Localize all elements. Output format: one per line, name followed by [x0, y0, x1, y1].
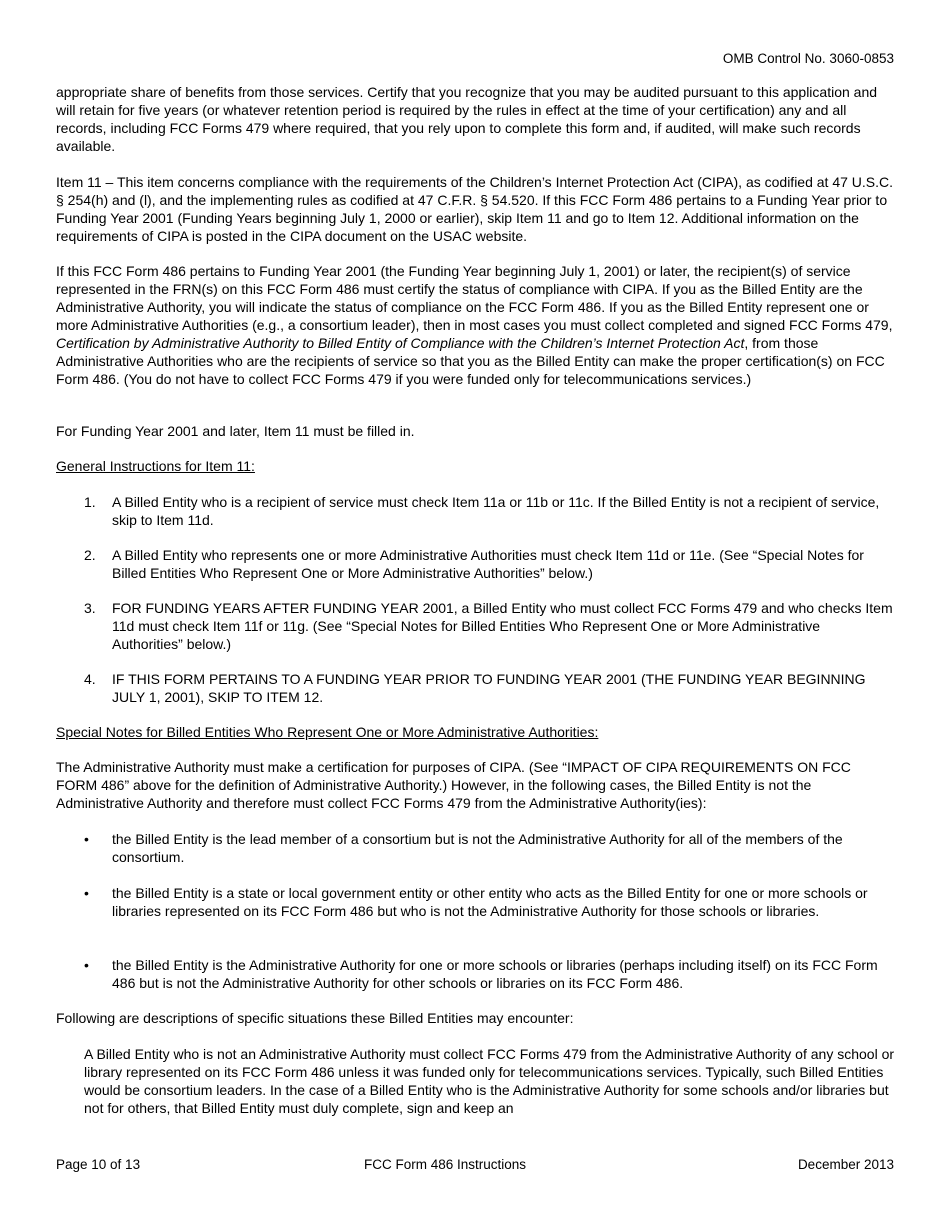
footer-page-number: Page 10 of 13 [56, 1157, 141, 1172]
general-instructions-heading: General Instructions for Item 11: [56, 458, 255, 474]
item-text: IF THIS FORM PERTAINS TO A FUNDING YEAR PRIOR TO FUNDING YEAR 2001 (THE FUNDING YEAR BEGINNING JULY 1, 2001), SKIP TO ITEM 12. [112, 671, 866, 705]
paragraph-retention: appropriate share of benefits from those services. Certify that you recognize that you may be audited pursuant to this application and will retain for five years (or whatever retention period is required by the rules in effect at the time of your certification) any and all records, including FCC Forms 479 where required, that you rely upon to complete this form and, if audited, will make such records available. [56, 84, 878, 154]
item-text: FOR FUNDING YEARS AFTER FUNDING YEAR 2001, a Billed Entity who must collect FCC Forms 479 and who checks Item 11d must check Item 11f or 11g. (See “Special Notes for Billed Entities Who Represent One or More Administrative Authorities” below.) [112, 600, 893, 652]
paragraph-fy2001: For Funding Year 2001 and later, Item 11 must be filled in. [56, 423, 415, 439]
paragraph-administrative-authority: The Administrative Authority must make a certification for purposes of CIPA. (See “IMPACT OF CIPA REQUIREMENTS ON FCC FORM 486” above for the definition of Administrative Authority.) However, in the following cases, the Billed Entity is not the Administrative Authority and therefore must collect FCC Forms 479 from the Administrative Authority(ies): [56, 759, 851, 811]
item-number: 3. [84, 600, 96, 616]
paragraph-non-administrative-authority: A Billed Entity who is not an Administrative Authority must collect FCC Forms 479 from the Administrative Authority of any school or library represented on its FCC Form 486 unless it was funded only for telecommunications services. Typically, such Billed Entities would be consortium leaders. In the case of a Billed Entity who is the Administrative Authority for some schools and/or libraries but not for others, that Billed Entity must duly complete, sign and keep an [84, 1046, 895, 1116]
footer-date: December 2013 [797, 1157, 894, 1172]
bullet-icon: • [84, 831, 89, 847]
special-notes-heading: Special Notes for Billed Entities Who Represent One or More Administrative Authorities: [56, 724, 599, 740]
paragraph-specific-situations: Following are descriptions of specific situations these Billed Entities may encounter: [56, 1010, 574, 1026]
bullet-icon: • [84, 957, 89, 973]
item-text: A Billed Entity who is a recipient of service must check Item 11a or 11b or 11c. If the Billed Entity is not a recipient of service, skip to Item 11d. [112, 494, 880, 528]
cipa-text-after: , from those Administrative Authorities who are the recipients of service so that you as the Billed Entity can make the proper certification(s) on FCC Form 486. (You do not have to collect FCC Forms 479 if you were funded only for telecommunications services.) [56, 335, 885, 387]
bullet-text: the Billed Entity is the lead member of a consortium but is not the Administrative Authority for all of the members of the consortium. [112, 831, 843, 865]
bullet-text: the Billed Entity is the Administrative Authority for one or more schools or libraries (perhaps including itself) on its FCC Form 486 but is not the Administrative Authority for other schools or libraries on its FCC Form 486. [112, 957, 878, 991]
bullet-icon: • [84, 885, 89, 901]
paragraph-cipa-compliance [56, 262, 894, 388]
cipa-text-before: If this FCC Form 486 pertains to Funding Year 2001 (the Funding Year beginning July 1, 2001) or later, the recipient(s) of service represented in the FRN(s) on this FCC Form 486 must certify the status of compliance with CIPA. If you as the Billed Entity are the Administrative Authority, you will indicate the status of compliance on the FCC Form 486. If you as the Billed Entity represent one or more Administrative Authorities (e.g., a consortium leader), then in most cases you must collect completed and signed FCC Forms 479, [56, 263, 893, 333]
item-number: 2. [84, 547, 96, 563]
item-number: 4. [84, 671, 96, 687]
item-number: 1. [84, 494, 96, 510]
form-479-title: Certification by Administrative Authority to Billed Entity of Compliance with the Children’s Internet Protection Act [56, 335, 745, 351]
bullet-text: the Billed Entity is a state or local government entity or other entity who acts as the Billed Entity for one or more schools or libraries represented on its FCC Form 486 but who is not the Administrative Authority for those schools or libraries. [112, 885, 868, 919]
item-text: A Billed Entity who represents one or more Administrative Authorities must check Item 11d or 11e. (See “Special Notes for Billed Entities Who Represent One or More Administrative Authorities” below.) [112, 547, 864, 581]
footer-form-title: FCC Form 486 Instructions [364, 1157, 527, 1172]
paragraph-item-11: Item 11 – This item concerns compliance with the requirements of the Children’s Internet Protection Act (CIPA), as codified at 47 U.S.C. § 254(h) and (l), and the implementing rules as codified at 47 C.F.R. § 54.520. If this FCC Form 486 pertains to a Funding Year prior to Funding Year 2001 (Funding Years beginning July 1, 2000 or earlier), skip Item 11 and go to Item 12. Additional information on the requirements of CIPA is posted in the CIPA document on the USAC website. [56, 174, 894, 244]
omb-control-number: OMB Control No. 3060-0853 [722, 51, 894, 66]
